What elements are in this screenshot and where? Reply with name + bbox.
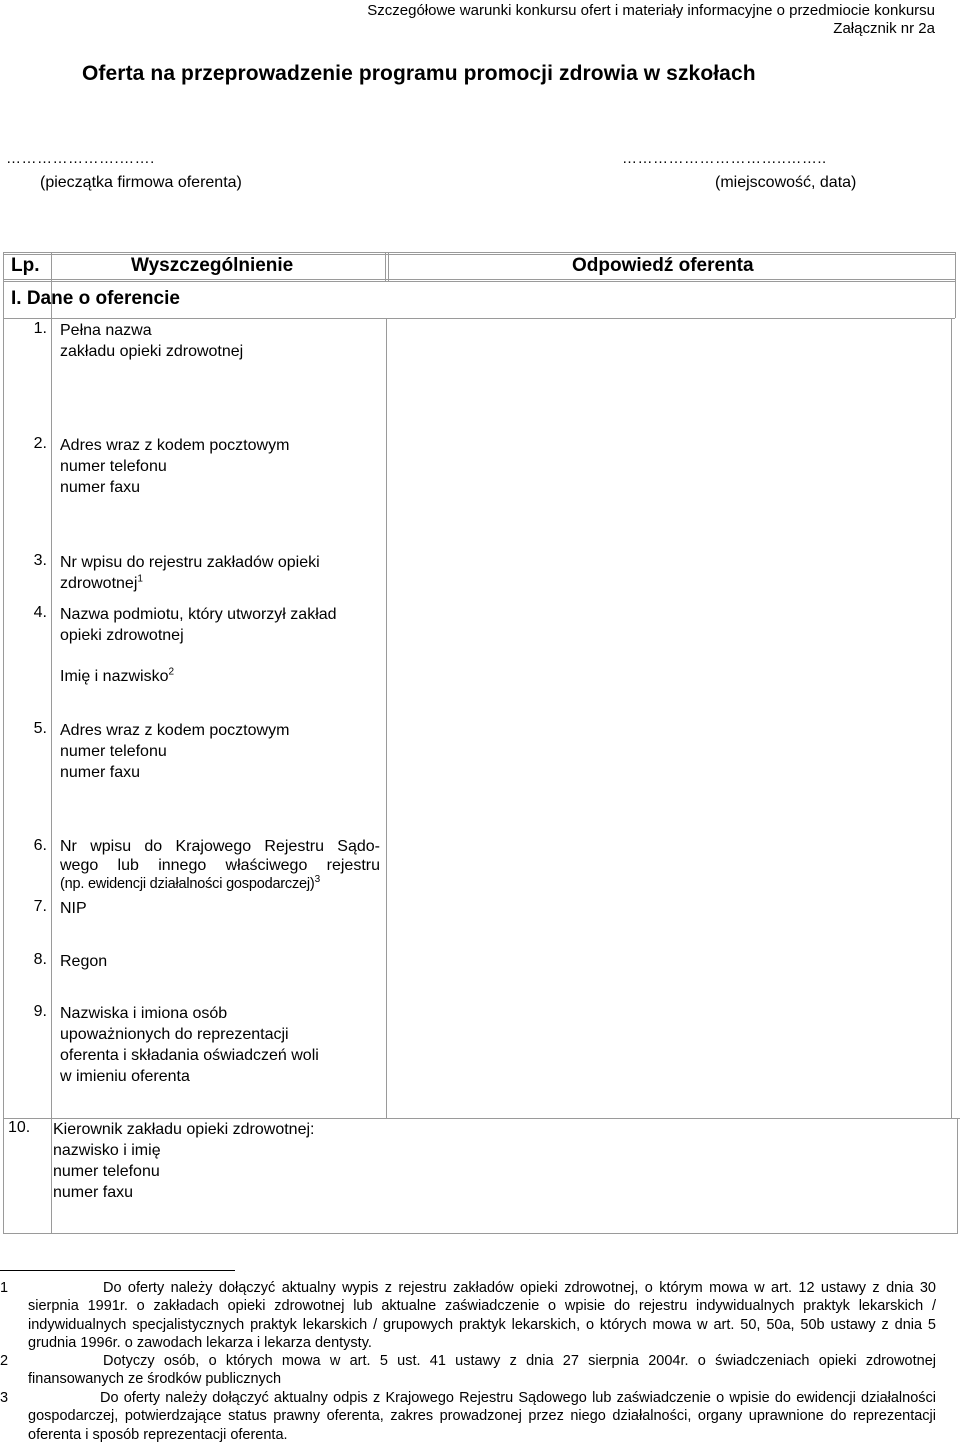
footnote-ref: 2 xyxy=(168,666,175,678)
row-number: 4. xyxy=(33,604,47,621)
row-description: Regon xyxy=(60,953,108,970)
col-header-lp: Lp. xyxy=(11,255,40,276)
row-description: Nazwiska i imiona osób upoważnionych do reprezentacji oferenta i składania oświadczeń woli w imieniu oferenta xyxy=(60,1005,319,1085)
footnote-separator xyxy=(0,1270,235,1271)
footnote-ref: 3 xyxy=(314,874,320,886)
row-number: 6. xyxy=(33,837,47,854)
row-description: Nazwa podmiotu, który utworzył zakład opieki zdrowotnej xyxy=(60,606,337,644)
header-line-2: Załącznik nr 2a xyxy=(833,20,935,37)
row-description: Nr wpisu do rejestru zakładów opieki zdrowotnej$^1$ xyxy=(60,554,320,592)
row-description: Kierownik zakładu opieki zdrowotnej: nazwisko i imię numer telefonu numer faxu xyxy=(53,1121,315,1201)
footnote-number: 3 xyxy=(0,1390,9,1406)
row-number: 7. xyxy=(33,898,47,915)
row-description: Pełna nazwa zakładu opieki zdrowotnej xyxy=(60,322,244,360)
row-description: Adres wraz z kodem pocztowym numer telefonu numer faxu xyxy=(60,437,290,496)
row-number: 8. xyxy=(33,951,47,968)
place-date-dots: …………………………..…….. xyxy=(622,150,827,167)
row-description: Nr wpisu do Krajowego Rejestru Sądo- wego lub innego właściwego rejestru (np. ewidencji działalności gospodarczej)$^3$ xyxy=(60,838,380,892)
row-number: 1. xyxy=(33,320,47,337)
footnote-1 xyxy=(0,1279,936,1353)
footnote-2 xyxy=(0,1352,936,1389)
row-number: 2. xyxy=(33,435,47,452)
footnote-ref: 1 xyxy=(137,573,143,585)
page-title: Oferta na przeprowadzenie programu promocji zdrowia w szkołach xyxy=(82,62,756,85)
footnote-text: Do oferty należy dołączyć aktualny odpis z Krajowego Rejestru Sądowego lub zaświadczenie o wpisie do ewidencji działalności gospodarczej, potwierdzające status prawny oferenta, zakres prowadzonej przez niego działalności, organy uprawnione do reprezentacji oferenta i sposób reprezentacji oferenta. xyxy=(28,1390,936,1443)
stamp-caption: (pieczątka firmowa oferenta) xyxy=(40,174,242,191)
col-header-description: Wyszczególnienie xyxy=(131,255,294,276)
header-line-1: Szczegółowe warunki konkursu ofert i materiały informacyjne o przedmiocie konkursu xyxy=(367,2,935,19)
footnote-text: Do oferty należy dołączyć aktualny wypis z rejestru zakładów opieki zdrowotnej, o którym mowa w art. 12 ustawy z dnia 30 sierpnia 1991r. o zakładach opieki zdrowotnej lub aktualne zaświadczenie o wpisie do rejestru indywidualnych praktyk lekarskich / indywidualnych specjalistycznych praktyk lekarskich / grupowych praktyk lekarskich, o których mowa w art. 50, 50a, 50b ustawy z dnia 5 grudnia 1996r. o zawodach lekarza i lekarza dentysty. xyxy=(28,1280,936,1352)
row-sub-description: Imię i nazwisko$^2$ xyxy=(60,666,175,685)
place-date-caption: (miejscowość, data) xyxy=(715,174,857,191)
stamp-dots: ………………….……. xyxy=(6,150,155,167)
row-number: 3. xyxy=(33,552,47,569)
footnote-text: Dotyczy osób, o których mowa w art. 5 ust. 41 ustawy z dnia 27 sierpnia 2004r. o świadczeniach opieki zdrowotnej finansowanych ze środków publicznych xyxy=(28,1353,936,1388)
footnote-number: 1 xyxy=(0,1280,9,1296)
row-number: 9. xyxy=(33,1003,47,1020)
row-number: 5. xyxy=(33,720,47,737)
col-header-answer: Odpowiedź oferenta xyxy=(572,255,754,276)
footnote-3 xyxy=(0,1389,936,1444)
footnote-number: 2 xyxy=(0,1353,9,1369)
row-description: NIP xyxy=(60,900,87,917)
section-title: I. Dane o oferencie xyxy=(11,288,180,309)
row-description: Adres wraz z kodem pocztowym numer telefonu numer faxu xyxy=(60,722,290,781)
row-number: 10. xyxy=(8,1119,31,1136)
